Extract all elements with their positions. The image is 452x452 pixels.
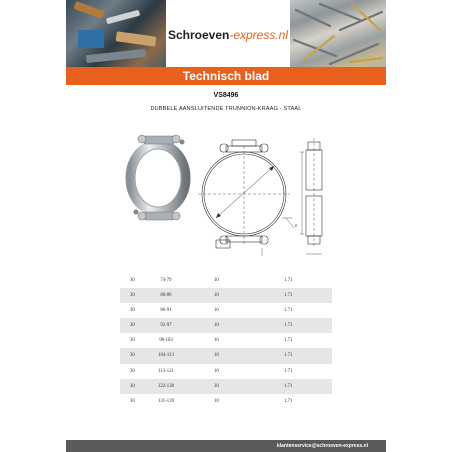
cell-width: 30	[130, 323, 135, 329]
cell-quantity: 10	[214, 398, 219, 404]
cell-weight: 1.71	[284, 383, 293, 389]
cell-width: 30	[130, 383, 135, 389]
cell-weight: 1.71	[284, 293, 293, 299]
dimension-e-label: e	[295, 224, 298, 229]
cell-width: 30	[130, 308, 135, 314]
cell-weight: 1.71	[284, 278, 293, 283]
cell-quantity: 10	[214, 353, 219, 359]
company-logo[interactable]	[166, 0, 290, 70]
cell-weight: 1.71	[284, 353, 293, 359]
table-row	[120, 303, 332, 318]
cell-quantity: 10	[214, 383, 219, 389]
cell-width: 30	[130, 353, 135, 359]
technical-drawing	[196, 136, 336, 258]
cell-weight: 1.71	[284, 398, 293, 404]
cell-width: 30	[130, 338, 135, 344]
cell-size-range: 86-91	[160, 308, 172, 314]
cell-quantity: 10	[214, 278, 219, 283]
footer-bar	[66, 440, 386, 452]
cell-quantity: 10	[214, 368, 219, 374]
screws-illustration	[290, 0, 386, 70]
table-row	[120, 318, 332, 333]
table-row	[120, 364, 332, 379]
table-row	[120, 273, 332, 288]
product-photo	[120, 128, 200, 228]
header-photo-screws	[290, 0, 386, 70]
cell-weight: 1.71	[284, 308, 293, 314]
table-row	[120, 288, 332, 303]
cell-weight: 1.71	[284, 368, 293, 374]
dimensions-table	[120, 273, 332, 409]
logo-accent-text: -express.nl	[229, 28, 289, 42]
table-row	[120, 394, 332, 409]
cell-size-range: 113-121	[158, 368, 174, 374]
cell-quantity: 10	[214, 323, 219, 329]
header-banner	[66, 0, 386, 70]
cell-quantity: 10	[214, 338, 219, 344]
cell-size-range: 104-113	[158, 353, 174, 359]
cell-size-range: 92-97	[160, 323, 172, 329]
title-bar	[66, 67, 386, 85]
header-photo-tools	[66, 0, 166, 70]
table-row	[120, 379, 332, 394]
page-title: Technisch blad	[182, 69, 270, 83]
product-description: DUBBELE AANSLUITENDE TRUNNION-KRAAG - STAAL	[150, 106, 302, 112]
cell-width: 30	[130, 368, 135, 374]
product-code: VS8496	[213, 92, 239, 99]
cell-width: 30	[130, 278, 135, 283]
cell-quantity: 10	[214, 308, 219, 314]
cell-size-range: 98-103	[159, 338, 173, 344]
cell-size-range: 74-79	[160, 278, 172, 283]
cell-size-range: 131-139	[158, 398, 174, 404]
cell-quantity: 10	[214, 293, 219, 299]
table-row	[120, 333, 332, 348]
logo-main-text: Schroeven	[167, 28, 230, 42]
footer-email[interactable]: klantenservice@schroeven-express.nl	[276, 443, 368, 449]
cell-width: 30	[130, 398, 135, 404]
cell-size-range: 80-86	[160, 293, 172, 299]
cell-weight: 1.71	[284, 323, 293, 329]
cell-width: 30	[130, 293, 135, 299]
cell-size-range: 122-130	[158, 383, 174, 389]
cell-weight: 1.71	[284, 338, 293, 344]
table-row	[120, 348, 332, 363]
